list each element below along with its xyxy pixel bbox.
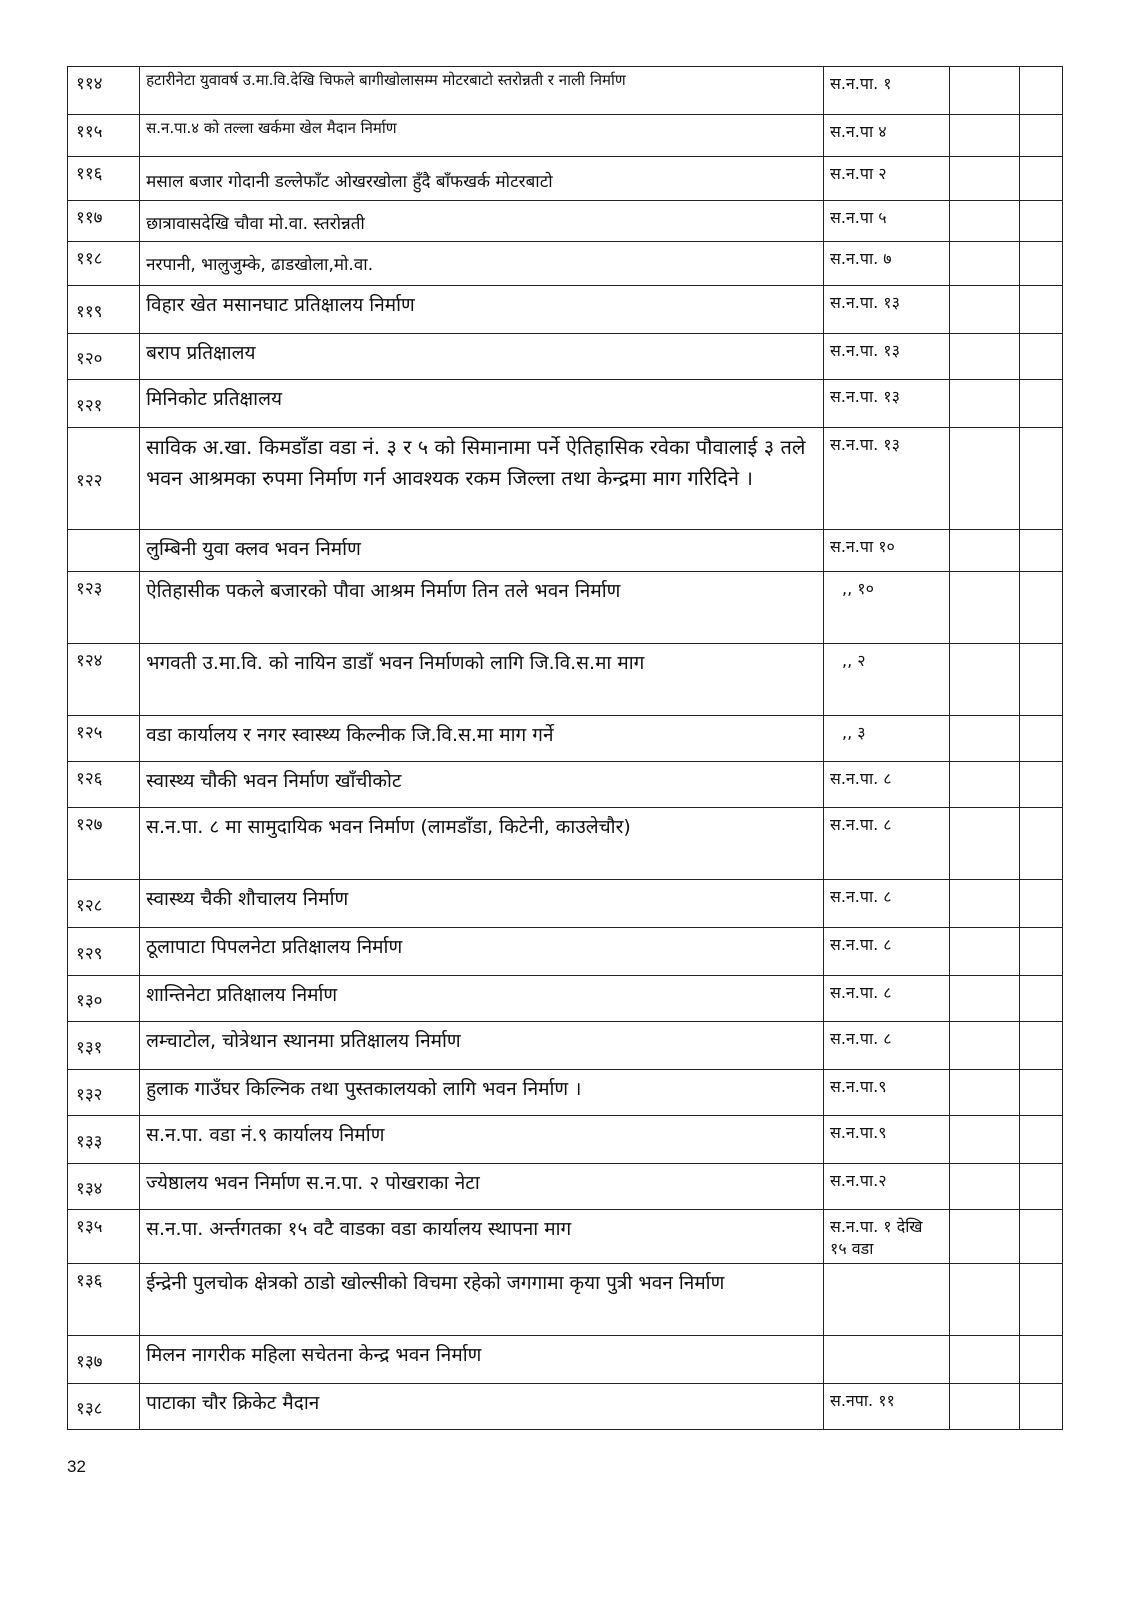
row-description: स.न.पा. वडा नं.९ कार्यालय निर्माण	[140, 1116, 824, 1164]
row-description: वडा कार्यालय र नगर स्वास्थ्य किल्नीक जि.वि.स.मा माग गर्ने	[140, 716, 824, 762]
row-number: १२५	[68, 716, 140, 762]
table-row	[68, 1264, 1063, 1336]
empty-cell	[1019, 334, 1062, 380]
table-row	[68, 928, 1063, 976]
table-row	[68, 201, 1063, 242]
row-number: १३१	[68, 1022, 140, 1070]
table-row	[68, 286, 1063, 334]
empty-cell	[1019, 1022, 1062, 1070]
row-number: १२८	[68, 880, 140, 928]
row-description: ठूलापाटा पिपलनेटा प्रतिक्षालय निर्माण	[140, 928, 824, 976]
row-description: हटारीनेटा युवावर्ष उ.मा.वि.देखि चिफले बागीखोलासम्म मोटरबाटो स्तरोन्नती र नाली निर्माण	[140, 67, 824, 115]
row-location: स.न.पा. १ देखि १५ वडा	[824, 1210, 950, 1264]
row-location: ,, १०	[824, 572, 950, 644]
table-row	[68, 1336, 1063, 1384]
empty-cell	[949, 242, 1019, 286]
row-location: स.न.पा.९	[824, 1070, 950, 1116]
table-row	[68, 1210, 1063, 1264]
row-number: १३३	[68, 1116, 140, 1164]
row-location: स.न.पा. ८	[824, 880, 950, 928]
empty-cell	[949, 286, 1019, 334]
row-location: स.न.पा. १३	[824, 428, 950, 530]
row-number: १२९	[68, 928, 140, 976]
table-row	[68, 1116, 1063, 1164]
table-row	[68, 1070, 1063, 1116]
empty-cell	[1019, 572, 1062, 644]
row-location: स.न.पा. ८	[824, 808, 950, 880]
empty-cell	[1019, 716, 1062, 762]
table-row	[68, 644, 1063, 716]
row-description: पाटाका चौर क्रिकेट मैदान	[140, 1384, 824, 1430]
empty-cell	[1019, 808, 1062, 880]
row-location: स.न.पा. १३	[824, 380, 950, 428]
row-description: बराप प्रतिक्षालय	[140, 334, 824, 380]
row-description: लम्चाटोल, चोत्रेथान स्थानमा प्रतिक्षालय निर्माण	[140, 1022, 824, 1070]
empty-cell	[1019, 644, 1062, 716]
table-row	[68, 1164, 1063, 1210]
row-number: १३८	[68, 1384, 140, 1430]
row-description: मिलन नागरीक महिला सचेतना केन्द्र भवन निर्माण	[140, 1336, 824, 1384]
projects-table	[67, 66, 1063, 1430]
row-location: स.न.पा. १३	[824, 334, 950, 380]
empty-cell	[949, 572, 1019, 644]
table-row	[68, 762, 1063, 808]
empty-cell	[949, 880, 1019, 928]
row-location: स.नपा. ११	[824, 1384, 950, 1430]
empty-cell	[1019, 762, 1062, 808]
row-location: स.न.पा. १३	[824, 286, 950, 334]
row-number: १२७	[68, 808, 140, 880]
row-description: शान्तिनेटा प्रतिक्षालय निर्माण	[140, 976, 824, 1022]
empty-cell	[949, 67, 1019, 115]
row-location: स.न.पा. ८	[824, 976, 950, 1022]
empty-cell	[1019, 530, 1062, 572]
empty-cell	[949, 1264, 1019, 1336]
table-row	[68, 242, 1063, 286]
table-row	[68, 428, 1063, 530]
row-number	[68, 530, 140, 572]
table-row	[68, 380, 1063, 428]
row-description: स्वास्थ्य चैकी शौचालय निर्माण	[140, 880, 824, 928]
row-description: साविक अ.खा. किमडाँडा वडा नं. ३ र ५ को सिमानामा पर्ने ऐतिहासिक रवेका पौवालाई ३ तले भवन आश्रमका रुपमा निर्माण गर्न आवश्यक रकम जिल्ला तथा केन्द्रमा माग गरिदिने ।	[140, 428, 824, 530]
table-row	[68, 808, 1063, 880]
row-location: ,, ३	[824, 716, 950, 762]
row-description: स्वास्थ्य चौकी भवन निर्माण खाँचीकोट	[140, 762, 824, 808]
empty-cell	[949, 201, 1019, 242]
empty-cell	[949, 380, 1019, 428]
row-number: ११६	[68, 157, 140, 201]
row-number: १३४	[68, 1164, 140, 1210]
empty-cell	[1019, 1210, 1062, 1264]
table-row	[68, 67, 1063, 115]
row-number: १३२	[68, 1070, 140, 1116]
row-location: स.न.पा ५	[824, 201, 950, 242]
row-number: १२४	[68, 644, 140, 716]
empty-cell	[1019, 115, 1062, 157]
empty-cell	[949, 976, 1019, 1022]
empty-cell	[949, 334, 1019, 380]
empty-cell	[1019, 1336, 1062, 1384]
page-number: 32	[67, 1457, 86, 1476]
empty-cell	[1019, 1070, 1062, 1116]
row-location: स.न.पा. १	[824, 67, 950, 115]
row-description: विहार खेत मसानघाट प्रतिक्षालय निर्माण	[140, 286, 824, 334]
empty-cell	[949, 1384, 1019, 1430]
empty-cell	[949, 530, 1019, 572]
row-location	[824, 1264, 950, 1336]
empty-cell	[949, 644, 1019, 716]
empty-cell	[1019, 976, 1062, 1022]
row-number: ११५	[68, 115, 140, 157]
empty-cell	[1019, 928, 1062, 976]
row-description: लुम्बिनी युवा क्लव भवन निर्माण	[140, 530, 824, 572]
row-description: मिनिकोट प्रतिक्षालय	[140, 380, 824, 428]
row-description: भगवती उ.मा.वि. को नायिन डाडाँ भवन निर्माणको लागि जि.वि.स.मा माग	[140, 644, 824, 716]
table-row	[68, 572, 1063, 644]
empty-cell	[1019, 380, 1062, 428]
table-row	[68, 1022, 1063, 1070]
empty-cell	[949, 808, 1019, 880]
empty-cell	[1019, 1164, 1062, 1210]
empty-cell	[1019, 157, 1062, 201]
empty-cell	[949, 1070, 1019, 1116]
empty-cell	[949, 115, 1019, 157]
empty-cell	[1019, 242, 1062, 286]
row-number: १२०	[68, 334, 140, 380]
row-number: १३५	[68, 1210, 140, 1264]
row-number: ११४	[68, 67, 140, 115]
row-number: १२२	[68, 428, 140, 530]
row-description: स.न.पा. ८ मा सामुदायिक भवन निर्माण (लामडाँडा, किटेनी, काउलेचौर)	[140, 808, 824, 880]
row-location: स.न.पा. ८	[824, 928, 950, 976]
row-location: ,, २	[824, 644, 950, 716]
empty-cell	[1019, 201, 1062, 242]
row-number: ११८	[68, 242, 140, 286]
row-number: १३०	[68, 976, 140, 1022]
table-row	[68, 530, 1063, 572]
empty-cell	[949, 157, 1019, 201]
empty-cell	[1019, 1264, 1062, 1336]
table-row	[68, 157, 1063, 201]
empty-cell	[1019, 428, 1062, 530]
row-description: मसाल बजार गोदानी डल्लेफाँट ओखरखोला हुँदै बाँफखर्क मोटरबाटो	[140, 157, 824, 201]
empty-cell	[1019, 286, 1062, 334]
empty-cell	[949, 1022, 1019, 1070]
row-number: १३७	[68, 1336, 140, 1384]
row-location: स.न.पा. ८	[824, 1022, 950, 1070]
row-location: स.न.पा २	[824, 157, 950, 201]
row-number: ११९	[68, 286, 140, 334]
table-row	[68, 716, 1063, 762]
row-location: स.न.पा.२	[824, 1164, 950, 1210]
empty-cell	[949, 716, 1019, 762]
row-number: १२३	[68, 572, 140, 644]
row-description: ईन्द्रेनी पुलचोक क्षेत्रको ठाडो खोल्सीको विचमा रहेको जगगामा कृया पुत्री भवन निर्माण	[140, 1264, 824, 1336]
empty-cell	[949, 1116, 1019, 1164]
empty-cell	[1019, 1116, 1062, 1164]
empty-cell	[1019, 67, 1062, 115]
row-description: स.न.पा. अर्न्तगतका १५ वटै वाडका वडा कार्यालय स्थापना माग	[140, 1210, 824, 1264]
row-description: स.न.पा.४ को तल्ला खर्कमा खेल मैदान निर्माण	[140, 115, 824, 157]
empty-cell	[1019, 880, 1062, 928]
empty-cell	[949, 1210, 1019, 1264]
row-location: स.न.पा ४	[824, 115, 950, 157]
row-number: १३६	[68, 1264, 140, 1336]
table-row	[68, 1384, 1063, 1430]
empty-cell	[949, 762, 1019, 808]
empty-cell	[949, 1164, 1019, 1210]
empty-cell	[949, 428, 1019, 530]
row-description: ऐतिहासीक पकले बजारको पौवा आश्रम निर्माण तिन तले भवन निर्माण	[140, 572, 824, 644]
empty-cell	[949, 928, 1019, 976]
table-row	[68, 880, 1063, 928]
empty-cell	[949, 1336, 1019, 1384]
row-number: १२६	[68, 762, 140, 808]
row-location: स.न.पा. ७	[824, 242, 950, 286]
row-location: स.न.पा १०	[824, 530, 950, 572]
table-row	[68, 115, 1063, 157]
table-row	[68, 976, 1063, 1022]
row-description: ज्येष्ठालय भवन निर्माण स.न.पा. २ पोखराका नेटा	[140, 1164, 824, 1210]
table-row	[68, 334, 1063, 380]
row-description: नरपानी, भालुजुम्के, ढाडखोला,मो.वा.	[140, 242, 824, 286]
row-number: १२१	[68, 380, 140, 428]
row-number: ११७	[68, 201, 140, 242]
empty-cell	[1019, 1384, 1062, 1430]
row-location: स.न.पा. ८	[824, 762, 950, 808]
row-location: स.न.पा.९	[824, 1116, 950, 1164]
row-description: छात्रावासदेखि चौवा मो.वा. स्तरोन्नती	[140, 201, 824, 242]
row-location	[824, 1336, 950, 1384]
row-description: हुलाक गाउँघर किल्निक तथा पुस्तकालयको लागि भवन निर्माण ।	[140, 1070, 824, 1116]
